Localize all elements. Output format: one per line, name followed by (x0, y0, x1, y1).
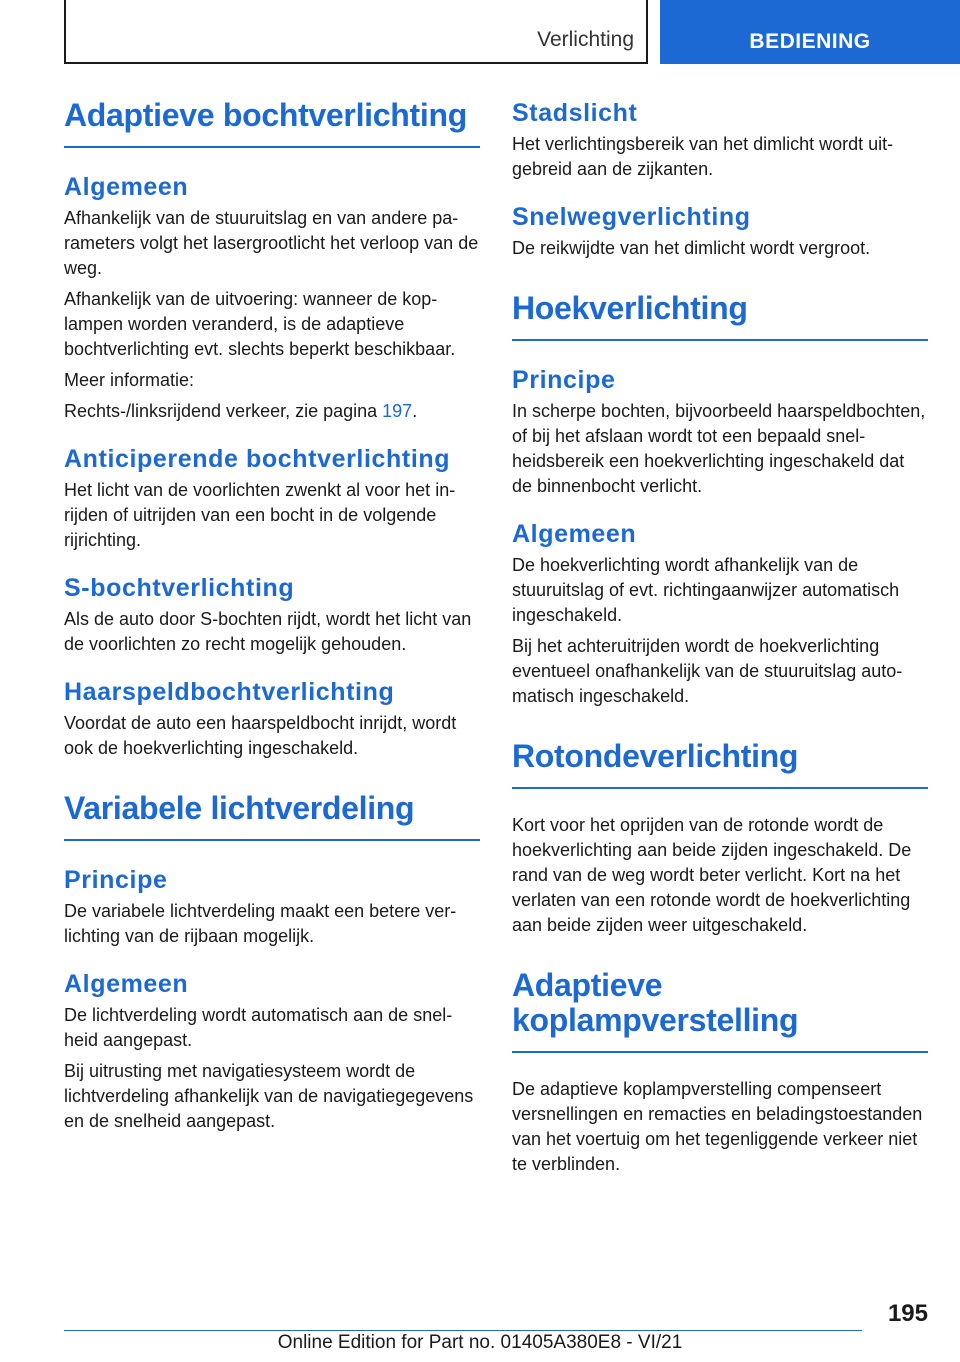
paragraph: Meer informatie: (64, 369, 195, 390)
subheading-algemeen: Algemeen (512, 519, 637, 548)
header-chapter-tab (660, 0, 960, 64)
heading-line-1: Adaptieve (512, 966, 663, 1003)
subheading-anticiperende: Anticiperende bochtverlichting (64, 444, 451, 473)
heading-adaptieve-bochtverlichting: Adaptieve bochtverlichting (64, 98, 480, 148)
reference-text: Rechts-/linksrijdend verkeer, zie pagina (64, 400, 383, 421)
left-column (64, 98, 480, 1140)
heading-rotondeverlichting: Rotondeverlichting (512, 739, 928, 789)
paragraph: Het verlichtingsbereik van het dimlicht wordt uitgebreid aan de zijkanten. (512, 134, 894, 179)
page-link-197[interactable]: 197 (382, 400, 413, 421)
paragraph: Het licht van de voorlichten zwenkt al voor het inrijden of uitrijden van een bocht in de volgende rijrichting. (64, 479, 456, 550)
header-section-box (64, 0, 648, 64)
reference-end: . (412, 400, 418, 421)
paragraph: Bij uitrusting met navigatiesysteem wordt de lichtverdeling afhankelijk van de navigatiegegevens en de snelheid aangepast. (64, 1060, 474, 1131)
paragraph: Als de auto door S-bochten rijdt, wordt het licht van de voorlichten zo recht mogelijk gehouden. (64, 608, 472, 654)
subheading-s-bochtverlichting: S-bochtverlichting (64, 573, 295, 602)
heading-variabele-lichtverdeling: Variabele lichtverdeling (64, 791, 480, 841)
paragraph: De reikwijdte van het dimlicht wordt vergroot. (512, 238, 871, 258)
paragraph: Voordat de auto een haarspeldbocht inrijdt, wordt ook de hoekverlichting ingeschakeld. (64, 712, 457, 758)
subheading-stadslicht: Stadslicht (512, 99, 638, 127)
paragraph: Kort voor het oprijden van de rotonde wordt de hoekverlichting aan beide zijden ingeschakeld. De rand van de weg wordt beter verlicht. Kort na het verlaten van een rotonde wordt de hoekverlichting aan beide zijden weer uitgeschakeld. (512, 814, 912, 935)
paragraph: De adaptieve koplampverstelling compenseert versnellingen en remacties en beladingstoestanden van het voertuig om het tegenliggende verkeer niet te verblinden. (512, 1079, 923, 1175)
header-section-title: Verlichting (537, 28, 634, 51)
heading-line-2: koplampverstelling (512, 1002, 799, 1039)
page-number: 195 (887, 1300, 928, 1327)
header-chapter-title: BEDIENING (749, 30, 871, 53)
heading-hoekverlichting: Hoekverlichting (512, 291, 928, 341)
paragraph-reference (64, 399, 480, 424)
subheading-principe: Principe (512, 365, 616, 394)
subheading-algemeen: Algemeen (64, 969, 189, 998)
subheading-snelwegverlichting: Snelwegverlichting (512, 203, 751, 231)
subheading-haarspeldbochtverlichting: Haarspeldbochtverlichting (64, 677, 395, 706)
right-column (512, 98, 928, 1183)
footer-edition: Online Edition for Part no. 01405A380E8 - VI/21 (277, 1332, 683, 1353)
paragraph: De variabele lichtverdeling maakt een betere verlichting van de rijbaan mogelijk. (64, 900, 457, 946)
paragraph: In scherpe bochten, bijvoorbeeld haarspeldbochten, of bij het afslaan wordt tot een bepaald snelheidsbereik een hoekverlichting ingeschakeld dat de binnenbocht verlicht. (512, 400, 926, 496)
paragraph: De hoekverlichting wordt afhankelijk van de stuuruitslag of evt. richtingaanwijzer automatisch ingeschakeld. (512, 554, 900, 625)
paragraph: De lichtverdeling wordt automatisch aan de snelheid aangepast. (64, 1004, 453, 1050)
footer-divider (64, 1330, 862, 1331)
heading-adaptieve-koplampverstelling (512, 968, 928, 1054)
paragraph: Afhankelijk van de uitvoering: wanneer de koplampen worden veranderd, is de adaptieve bochtverlichting evt. slechts beperkt beschikbaar. (64, 288, 456, 359)
paragraph: Afhankelijk van de stuuruitslag en van andere parameters volgt het lasergrootlicht het verloop van de weg. (64, 207, 479, 278)
subheading-principe: Principe (64, 865, 168, 894)
subheading-algemeen: Algemeen (64, 172, 189, 201)
paragraph: Bij het achteruitrijden wordt de hoekverlichting eventueel onafhankelijk van de stuuruitslag automatisch ingeschakeld. (512, 635, 903, 706)
